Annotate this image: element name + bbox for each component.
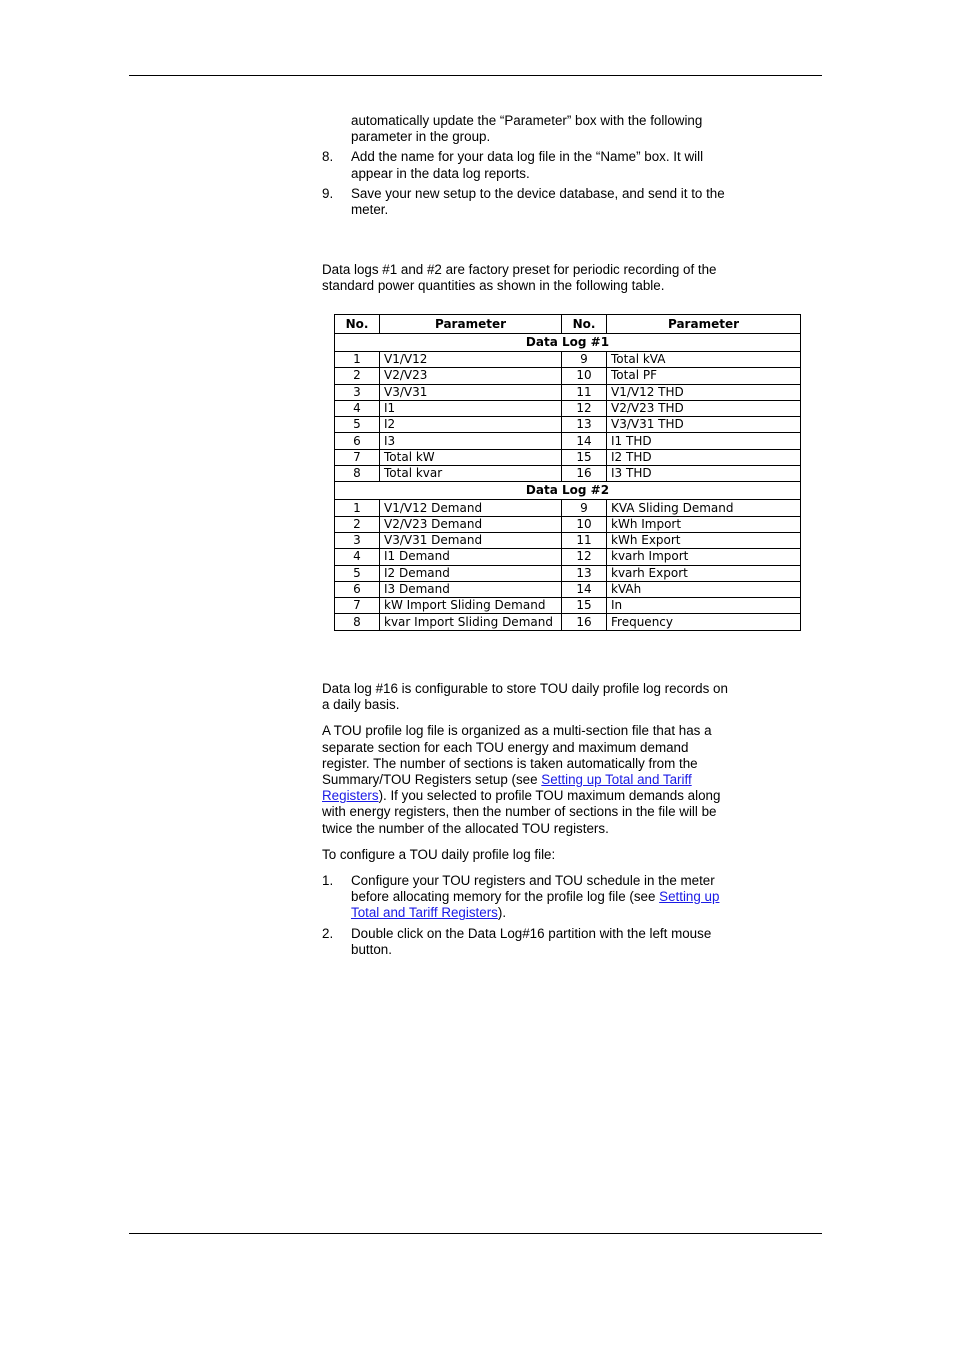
row-number-cell: 9 xyxy=(562,500,607,516)
steps-top xyxy=(322,113,732,218)
column-header: No. xyxy=(335,315,380,334)
parameter-cell: V2/V23 xyxy=(380,368,562,384)
parameter-cell: kWh Import xyxy=(607,516,801,532)
parameter-cell: I3 THD xyxy=(607,466,801,482)
parameter-cell: V2/V23 Demand xyxy=(380,516,562,532)
table-row xyxy=(335,516,801,532)
parameter-cell: I1 xyxy=(380,400,562,416)
row-number-cell: 5 xyxy=(335,565,380,581)
row-number-cell: 9 xyxy=(562,352,607,368)
parameter-cell: KVA Sliding Demand xyxy=(607,500,801,516)
parameter-cell: V3/V31 xyxy=(380,384,562,400)
step-text: Add the name for your data log file in the “Name” box. It will appear in the data log reports. xyxy=(351,149,704,181)
table-row xyxy=(335,384,801,400)
row-number-cell: 15 xyxy=(562,449,607,465)
table-row xyxy=(335,598,801,614)
parameter-cell: I3 Demand xyxy=(380,581,562,597)
setting-up-registers-link-2[interactable]: Setting up Total and Tariff Registers xyxy=(351,889,720,921)
step-number: 1. xyxy=(322,873,334,889)
step-number: 9. xyxy=(322,185,334,201)
row-number-cell: 8 xyxy=(335,614,380,630)
parameter-cell: kW Import Sliding Demand xyxy=(380,598,562,614)
table-header-row xyxy=(335,315,801,334)
header-rule xyxy=(129,75,822,76)
row-number-cell: 2 xyxy=(335,516,380,532)
step-text: Configure your TOU registers and TOU schedule in the meter before allocating memory for the profile log file (see Setting up Total and Tariff Registers). xyxy=(351,873,720,921)
parameter-cell: In xyxy=(607,598,801,614)
column-header: Parameter xyxy=(607,315,801,334)
tou-step-2 xyxy=(322,926,732,958)
data-log-table xyxy=(334,314,801,631)
row-number-cell: 10 xyxy=(562,368,607,384)
parameter-cell: Total kvar xyxy=(380,466,562,482)
row-number-cell: 8 xyxy=(335,466,380,482)
step-text: Double click on the Data Log#16 partition with the left mouse button. xyxy=(351,925,712,957)
parameter-cell: V2/V23 THD xyxy=(607,400,801,416)
table-row xyxy=(335,581,801,597)
parameter-cell: V3/V31 THD xyxy=(607,417,801,433)
table-row xyxy=(335,500,801,516)
parameter-cell: V1/V12 Demand xyxy=(380,500,562,516)
table-row xyxy=(335,532,801,548)
table-row xyxy=(335,449,801,465)
parameter-cell: V1/V12 THD xyxy=(607,384,801,400)
table-row xyxy=(335,433,801,449)
row-number-cell: 6 xyxy=(335,433,380,449)
row-number-cell: 3 xyxy=(335,532,380,548)
row-number-cell: 16 xyxy=(562,466,607,482)
parameter-cell: I1 Demand xyxy=(380,549,562,565)
tou-section xyxy=(322,681,732,958)
row-number-cell: 6 xyxy=(335,581,380,597)
table-row xyxy=(335,368,801,384)
row-number-cell: 4 xyxy=(335,400,380,416)
row-number-cell: 14 xyxy=(562,433,607,449)
step-text: Save your new setup to the device database, and send it to the meter. xyxy=(351,185,725,218)
table-section-row xyxy=(335,482,801,500)
parameter-cell: kVAh xyxy=(607,581,801,597)
table-row xyxy=(335,565,801,581)
parameter-cell: kvar Import Sliding Demand xyxy=(380,614,562,630)
step-9 xyxy=(322,186,732,218)
parameter-cell: Total PF xyxy=(607,368,801,384)
parameter-cell: V3/V31 Demand xyxy=(380,532,562,548)
row-number-cell: 1 xyxy=(335,352,380,368)
table-row xyxy=(335,614,801,630)
row-number-cell: 12 xyxy=(562,400,607,416)
row-number-cell: 12 xyxy=(562,549,607,565)
table-row xyxy=(335,352,801,368)
setting-up-registers-link[interactable]: Setting up Total and Tariff Registers xyxy=(322,772,692,804)
row-number-cell: 4 xyxy=(335,549,380,565)
tou-step-1 xyxy=(322,873,732,922)
row-number-cell: 13 xyxy=(562,565,607,581)
parameter-cell: I2 xyxy=(380,417,562,433)
row-number-cell: 2 xyxy=(335,368,380,384)
row-number-cell: 1 xyxy=(335,500,380,516)
table-row xyxy=(335,549,801,565)
parameter-cell: I1 THD xyxy=(607,433,801,449)
row-number-cell: 13 xyxy=(562,417,607,433)
row-number-cell: 14 xyxy=(562,581,607,597)
step-number: 8. xyxy=(322,149,334,165)
parameter-cell: Total kW xyxy=(380,449,562,465)
table-section-row xyxy=(335,334,801,352)
parameter-cell: kvarh Import xyxy=(607,549,801,565)
parameter-cell: Frequency xyxy=(607,614,801,630)
tou-paragraph-1: Data log #16 is configurable to store TOU daily profile log records on a daily basis. xyxy=(322,681,728,713)
row-number-cell: 10 xyxy=(562,516,607,532)
table-body xyxy=(335,334,801,631)
section-title: Data Log #1 xyxy=(335,334,801,352)
step-continuation: automatically update the “Parameter” box with the following parameter in the group. xyxy=(351,113,703,145)
footer-rule xyxy=(129,1233,822,1234)
row-number-cell: 5 xyxy=(335,417,380,433)
row-number-cell: 11 xyxy=(562,384,607,400)
parameter-cell: kvarh Export xyxy=(607,565,801,581)
tou-paragraph-2: A TOU profile log file is organized as a multi-section file that has a separate section for each TOU energy and maximum demand register. The number of sections is taken automatically from the Summary/TOU Registers setup (see Setting up Total and Tariff Registers). If you selected to profile TOU maximum demands along with energy registers, then the number of sections in the file will be twice the number of the allocated TOU registers. xyxy=(322,723,721,836)
section-title: Data Log #2 xyxy=(335,482,801,500)
parameter-cell: V1/V12 xyxy=(380,352,562,368)
parameter-cell: kWh Export xyxy=(607,532,801,548)
parameter-cell: I2 THD xyxy=(607,449,801,465)
intro-paragraph: Data logs #1 and #2 are factory preset for periodic recording of the standard power quantities as shown in the following table. xyxy=(322,262,717,294)
row-number-cell: 7 xyxy=(335,449,380,465)
row-number-cell: 15 xyxy=(562,598,607,614)
table-row xyxy=(335,466,801,482)
step-8 xyxy=(322,149,732,181)
tou-paragraph-3: To configure a TOU daily profile log file: xyxy=(322,846,556,862)
row-number-cell: 11 xyxy=(562,532,607,548)
step-number: 2. xyxy=(322,925,334,941)
row-number-cell: 7 xyxy=(335,598,380,614)
column-header: Parameter xyxy=(380,315,562,334)
row-number-cell: 16 xyxy=(562,614,607,630)
parameter-cell: I3 xyxy=(380,433,562,449)
table-row xyxy=(335,417,801,433)
parameter-cell: I2 Demand xyxy=(380,565,562,581)
column-header: No. xyxy=(562,315,607,334)
parameter-cell: Total kVA xyxy=(607,352,801,368)
row-number-cell: 3 xyxy=(335,384,380,400)
table-row xyxy=(335,400,801,416)
